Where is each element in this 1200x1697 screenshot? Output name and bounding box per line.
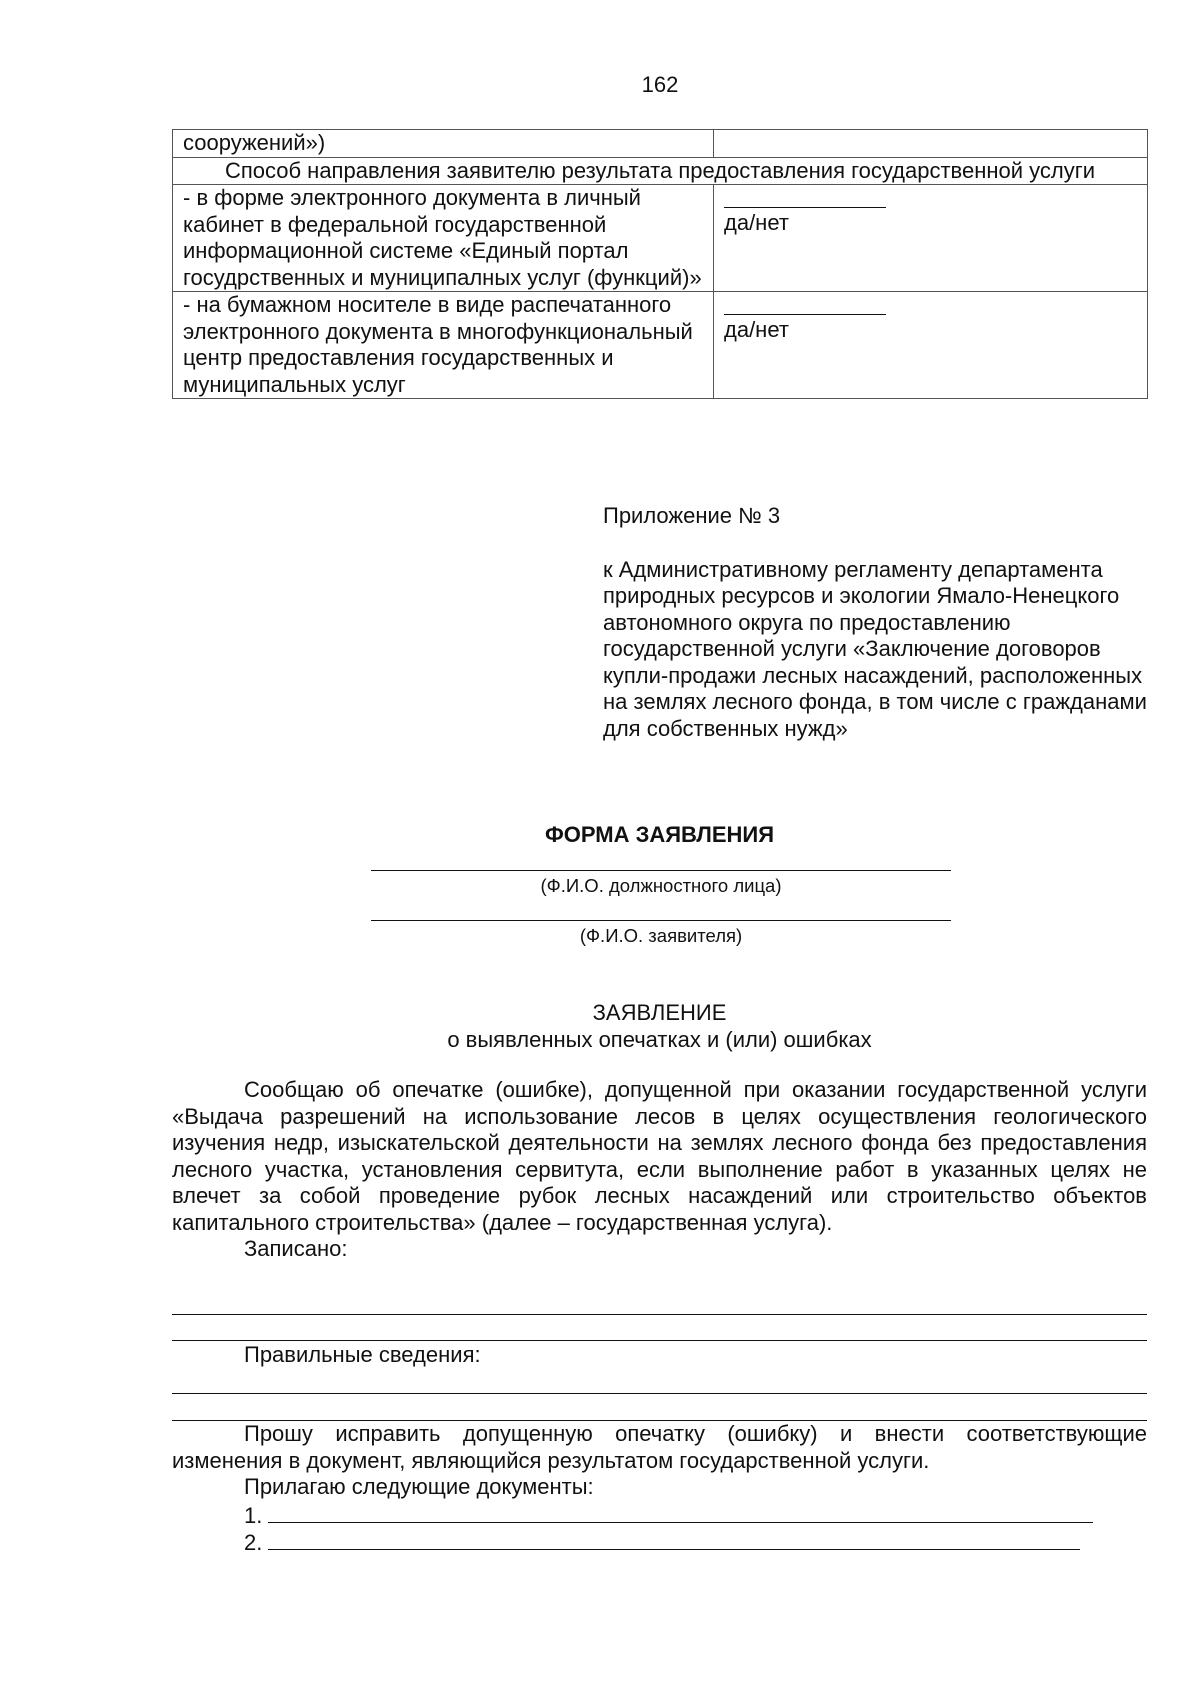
attachment-fill-line [268, 1500, 1093, 1523]
delivery-method-table [172, 129, 1148, 399]
official-name-field [371, 870, 951, 897]
table-cell [714, 130, 1148, 158]
statement-title: ЗАЯВЛЕНИЕ [592, 1000, 727, 1025]
appendix-block [603, 503, 1163, 742]
request-block [172, 1421, 1147, 1501]
table-row [173, 157, 1148, 185]
error-description-paragraph: Сообщаю об опечатке (ошибке), допущенной при оказании государственной услуги «Выдача разрешений на использование лесов в целях осуществления геологического изучения недр, изыскательской деятельности на землях лесного фонда без предоставления лесного участка, установления сервитута, если выполнение работ в указанных целях не влечет за собой проведение рубок лесных насаждений или строительство объектов капитального строительства» (далее – государственная услуга). [172, 1077, 1147, 1235]
yes-no-option: да/нет [724, 317, 789, 342]
appendix-text: к Административному регламенту департамента природных ресурсов и экологии Ямало-Ненецкого автономного округа по предоставлению государственной услуги «Заключение договоров купли-продажи лесных насаждений, расположенных на землях лесного фонда, в том числе с гражданами для собственных нужд» [603, 556, 1147, 741]
correct-fill-line [172, 1393, 1147, 1394]
table-cell: - в форме электронного документа в личный кабинет в федеральной государственной информационной системе «Единый портал госудрственных и муниципалных услуг (функций)» [173, 185, 714, 292]
applicant-name-field [371, 920, 951, 947]
written-fill-line [172, 1340, 1147, 1341]
signature-line [371, 870, 951, 871]
appendix-title: Приложение № 3 [603, 503, 781, 528]
attachment-item-2 [244, 1527, 1080, 1557]
written-fill-line [172, 1314, 1147, 1315]
signature-line [371, 920, 951, 921]
table-cell: - на бумажном носителе в виде распечатанного электронного документа в многофункциональный центр предоставления государственных и муниципальных услуг [173, 292, 714, 399]
applicant-name-caption: (Ф.И.О. заявителя) [579, 925, 743, 946]
attachments-label: Прилагаю следующие документы: [244, 1474, 594, 1499]
table-cell [714, 185, 1148, 292]
table-row [173, 185, 1148, 292]
correction-request-paragraph: Прошу исправить допущенную опечатку (ошибку) и внести соответствующие изменения в документ, являющийся результатом государственной услуги. [172, 1421, 1147, 1473]
table-cell [714, 292, 1148, 399]
official-name-caption: (Ф.И.О. должностного лица) [540, 875, 782, 896]
correct-info-block [172, 1342, 1147, 1369]
table-row [173, 130, 1148, 158]
attachment-item-1 [244, 1500, 1093, 1530]
form-title: ФОРМА ЗАЯВЛЕНИЯ [544, 822, 775, 847]
table-row [173, 292, 1148, 399]
table-section-heading: Способ направления заявителю результата предоставления государственной услуги [173, 157, 1148, 185]
written-label: Записано: [244, 1236, 348, 1261]
correct-info-label: Правильные сведения: [244, 1342, 481, 1367]
attachment-fill-line [268, 1527, 1080, 1550]
answer-blank-line [724, 314, 886, 315]
yes-no-option: да/нет [724, 210, 789, 235]
table-cell: сооружений») [173, 130, 714, 158]
statement-body [172, 1077, 1147, 1263]
statement-subtitle: о выявленных опечатках и (или) ошибках [447, 1026, 872, 1052]
attachment-number: 2. [244, 1530, 263, 1555]
attachment-number: 1. [244, 1503, 263, 1528]
page-number: 162 [641, 72, 679, 97]
statement-heading [172, 1000, 1147, 1053]
answer-blank-line [724, 207, 886, 208]
